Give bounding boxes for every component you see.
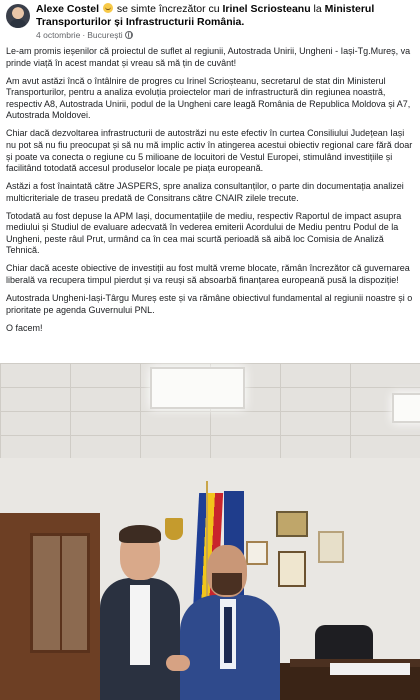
- person-right-beard: [212, 573, 242, 595]
- post-paragraph: Chiar dacă dezvoltarea infrastructurii de autostrăzi nu este efectiv în curtea Consiliului Județean Iași nu pot să nu fiu preocupat și să nu mă implic activ în atingerea acestui obiectiv regional care fără doar și poate va conecta o regiune cu 5 milioane de locuitori de Vestul Europei, stimulând investițiile și facilitând totodată accesul produselor locale pe piața europeană.: [6, 128, 413, 174]
- place-link[interactable]: Ministerul Transporturilor și Infrastructurii România.: [36, 3, 375, 28]
- globe-icon[interactable]: [125, 31, 133, 39]
- tagged-person-link[interactable]: Irinel Scriosteanu: [222, 3, 311, 15]
- wall-frame: [318, 531, 344, 563]
- post-meta: [36, 30, 133, 40]
- ceiling-light: [392, 393, 420, 423]
- post-paragraph: Le-am promis ieșenilor că proiectul de suflet al regiunii, Autostrada Unirii, Ungheni - Iași-Tg.Mureș, va prinde viață în acest mandat și vreau să mă țin de cuvânt!: [6, 46, 411, 68]
- post-header-line: [36, 3, 414, 29]
- handshake: [166, 655, 190, 671]
- post-paragraph: Am avut astăzi încă o întâlnire de progres cu Irinel Scrioșteanu, secretarul de stat din Ministerul Transporturilor, pentru a analiza evoluția proiectelor mari de infrastructură din regiunea noastră, respectiv A8, Autostrada Unirii, podul de la Ungheni care leagă România de Republica Moldova și A7, Autostrada Moldovei.: [6, 75, 411, 121]
- post-text: [6, 46, 416, 341]
- coat-of-arms: [165, 518, 183, 540]
- cabinet-glass-door: [30, 533, 90, 653]
- wall-frame: [246, 541, 268, 565]
- post-date[interactable]: 4 octombrie: [36, 30, 81, 40]
- post-location[interactable]: București: [87, 30, 123, 40]
- author-avatar[interactable]: [6, 4, 30, 28]
- post-photo[interactable]: [0, 363, 420, 700]
- wall-frame: [278, 551, 306, 587]
- author-name[interactable]: Alexe Costel: [36, 3, 100, 15]
- person-left-hair: [119, 525, 161, 543]
- smiling-face-icon: [103, 3, 113, 13]
- feeling-text: se simte încrezător cu: [116, 3, 220, 15]
- meta-separator: ·: [82, 30, 86, 40]
- person-left-shirt: [130, 585, 150, 665]
- post-header: [0, 0, 420, 46]
- connector-text: la: [313, 3, 322, 15]
- post-paragraph: Chiar dacă aceste obiective de investiții au fost multă vreme blocate, rămân încrezător că guvernarea liberală va recupera timpul pierdut și va reuși să absoarbă finanțarea europeană pusă la dispoziție!: [6, 263, 410, 286]
- ceiling-light: [150, 367, 245, 409]
- person-right-tie: [224, 607, 232, 663]
- post-paragraph: Totodată au fost depuse la APM Iași, documentațiile de mediu, respectiv Raportul de impact asupra mediului și Studiul de evaluare adecvată în vederea emiterii Acordului de Mediu pentru Podul de la Ungheni, peste râul Prut, urmând ca în cea mai scurtă perioadă să aibă loc Comisia de Analiză Tehnică.: [6, 210, 402, 256]
- post-paragraph: O facem!: [6, 322, 43, 333]
- desk-papers: [330, 663, 410, 675]
- post-paragraph: Autostrada Ungheni-Iași-Târgu Mureș este și va rămâne obiectivul fundamental al regiunii noastre și o prioritate pe agenda Guvernului PNL.: [6, 293, 413, 315]
- wall-frame: [276, 511, 308, 537]
- post-paragraph: Astăzi a fost înaintată către JASPERS, spre analiza consultanților, o parte din documentația analizei multicriteriale de traseu predată de Consitrans către CNAIR zilele trecute.: [6, 181, 404, 203]
